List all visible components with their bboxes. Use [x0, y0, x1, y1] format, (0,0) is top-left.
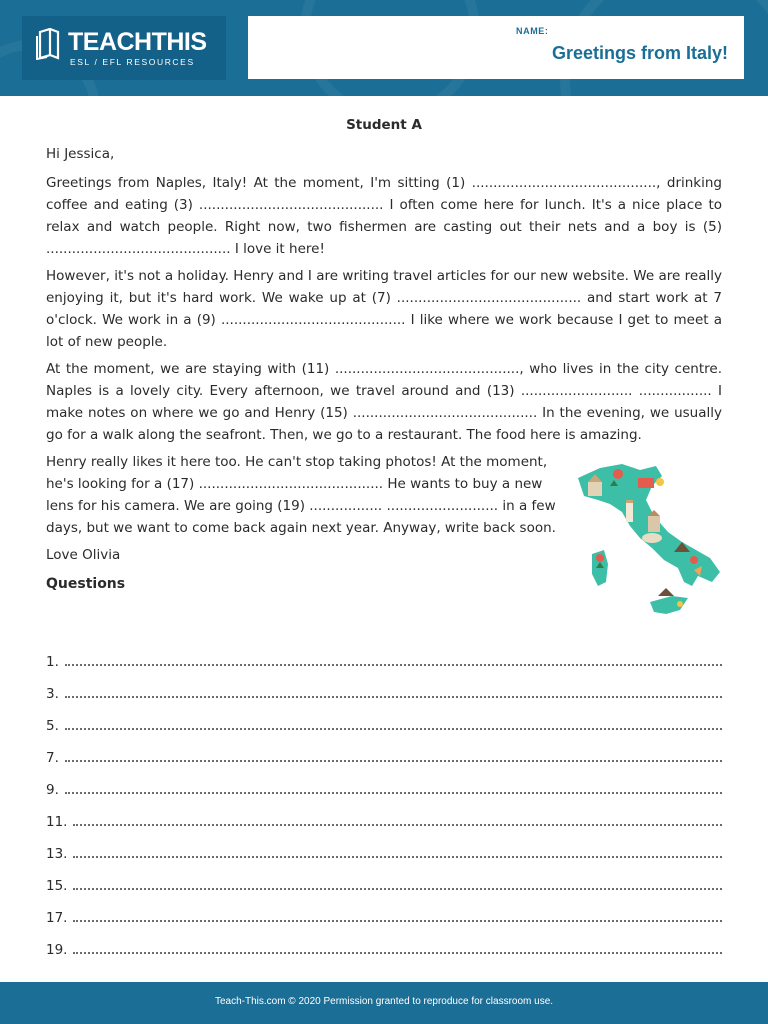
question-row[interactable]: [46, 908, 722, 928]
answer-line[interactable]: [73, 908, 722, 922]
question-row[interactable]: [46, 876, 722, 896]
logo-title: TEACHTHIS: [68, 28, 207, 56]
footer-banner: [0, 982, 768, 1024]
answer-line[interactable]: [65, 780, 722, 794]
logo-subtitle: ESL / EFL RESOURCES: [70, 57, 195, 67]
questions-heading: Questions: [46, 576, 126, 592]
letter-paragraph-1: Greetings from Naples, Italy! At the moment, I'm sitting (1) ..........................................., drinking coffee and eating (3) ........................................... I often come here for lunch. It's a nice place to relax and watch people. Right now, two fishermen are casting out their nets and a boy is (5) ........................................... I love it here!: [46, 175, 722, 257]
letter-paragraph-4: Henry really likes it here too. He can't stop taking photos! At the moment, he's looking for a (17) ........................................... He wants to buy a new lens for his camera. We are going (19) ................. .......................... in a few days, but we want to come back again next year. Anyway, write back soon.: [46, 454, 556, 536]
answer-line[interactable]: [73, 844, 722, 858]
question-row[interactable]: [46, 844, 722, 864]
answer-line[interactable]: [65, 716, 722, 730]
question-row[interactable]: [46, 716, 722, 736]
letter-greeting: Hi Jessica,: [46, 146, 115, 162]
question-row[interactable]: [46, 940, 722, 960]
student-label: Student A: [346, 117, 422, 133]
teachthis-logo[interactable]: [22, 16, 226, 80]
question-row[interactable]: [46, 780, 722, 800]
answer-line[interactable]: [65, 748, 722, 762]
letter-paragraph-3: At the moment, we are staying with (11) ..........................................., who lives in the city centre. Naples is a lovely city. Every afternoon, we travel around and (13) .......................... ................. I make notes on where we go and Henry (15) ........................................... In the evening, we usually go for a walk along the seafront. Then, we go to a restaurant. The food here is amazing.: [46, 361, 722, 443]
question-number: 17.: [46, 910, 68, 926]
answer-line[interactable]: [65, 652, 722, 666]
question-number: 5.: [46, 718, 59, 734]
question-number: 1.: [46, 654, 59, 670]
question-number: 15.: [46, 878, 68, 894]
question-number: 3.: [46, 686, 59, 702]
header-banner: [0, 0, 768, 96]
question-number: 7.: [46, 750, 59, 766]
page-title: Greetings from Italy!: [551, 43, 728, 63]
question-row[interactable]: [46, 652, 722, 672]
copyright-text: Teach-This.com © 2020 Permission granted to reproduce for classroom use.: [214, 996, 554, 1007]
letter-paragraph-2: However, it's not a holiday. Henry and I are writing travel articles for our new website. We are really enjoying it, but it's hard work. We wake up at (7) ........................................... and start work at 7 o'clock. We work in a (9) ........................................... I like where we work because I get to meet a lot of new people.: [46, 268, 722, 350]
question-row[interactable]: [46, 748, 722, 768]
question-number: 19.: [46, 942, 68, 958]
question-row[interactable]: [46, 684, 722, 704]
answer-line[interactable]: [73, 812, 722, 826]
name-label: NAME:: [516, 26, 549, 36]
answer-line[interactable]: [73, 940, 722, 954]
title-panel: [248, 16, 744, 79]
italy-map-illustration: [570, 456, 722, 620]
question-row[interactable]: [46, 812, 722, 832]
question-number: 13.: [46, 846, 68, 862]
question-number: 11.: [46, 814, 68, 830]
letter-signoff: Love Olivia: [46, 547, 121, 563]
book-logo-icon: [36, 28, 62, 60]
answer-line[interactable]: [73, 876, 722, 890]
answer-line[interactable]: [65, 684, 722, 698]
question-number: 9.: [46, 782, 59, 798]
